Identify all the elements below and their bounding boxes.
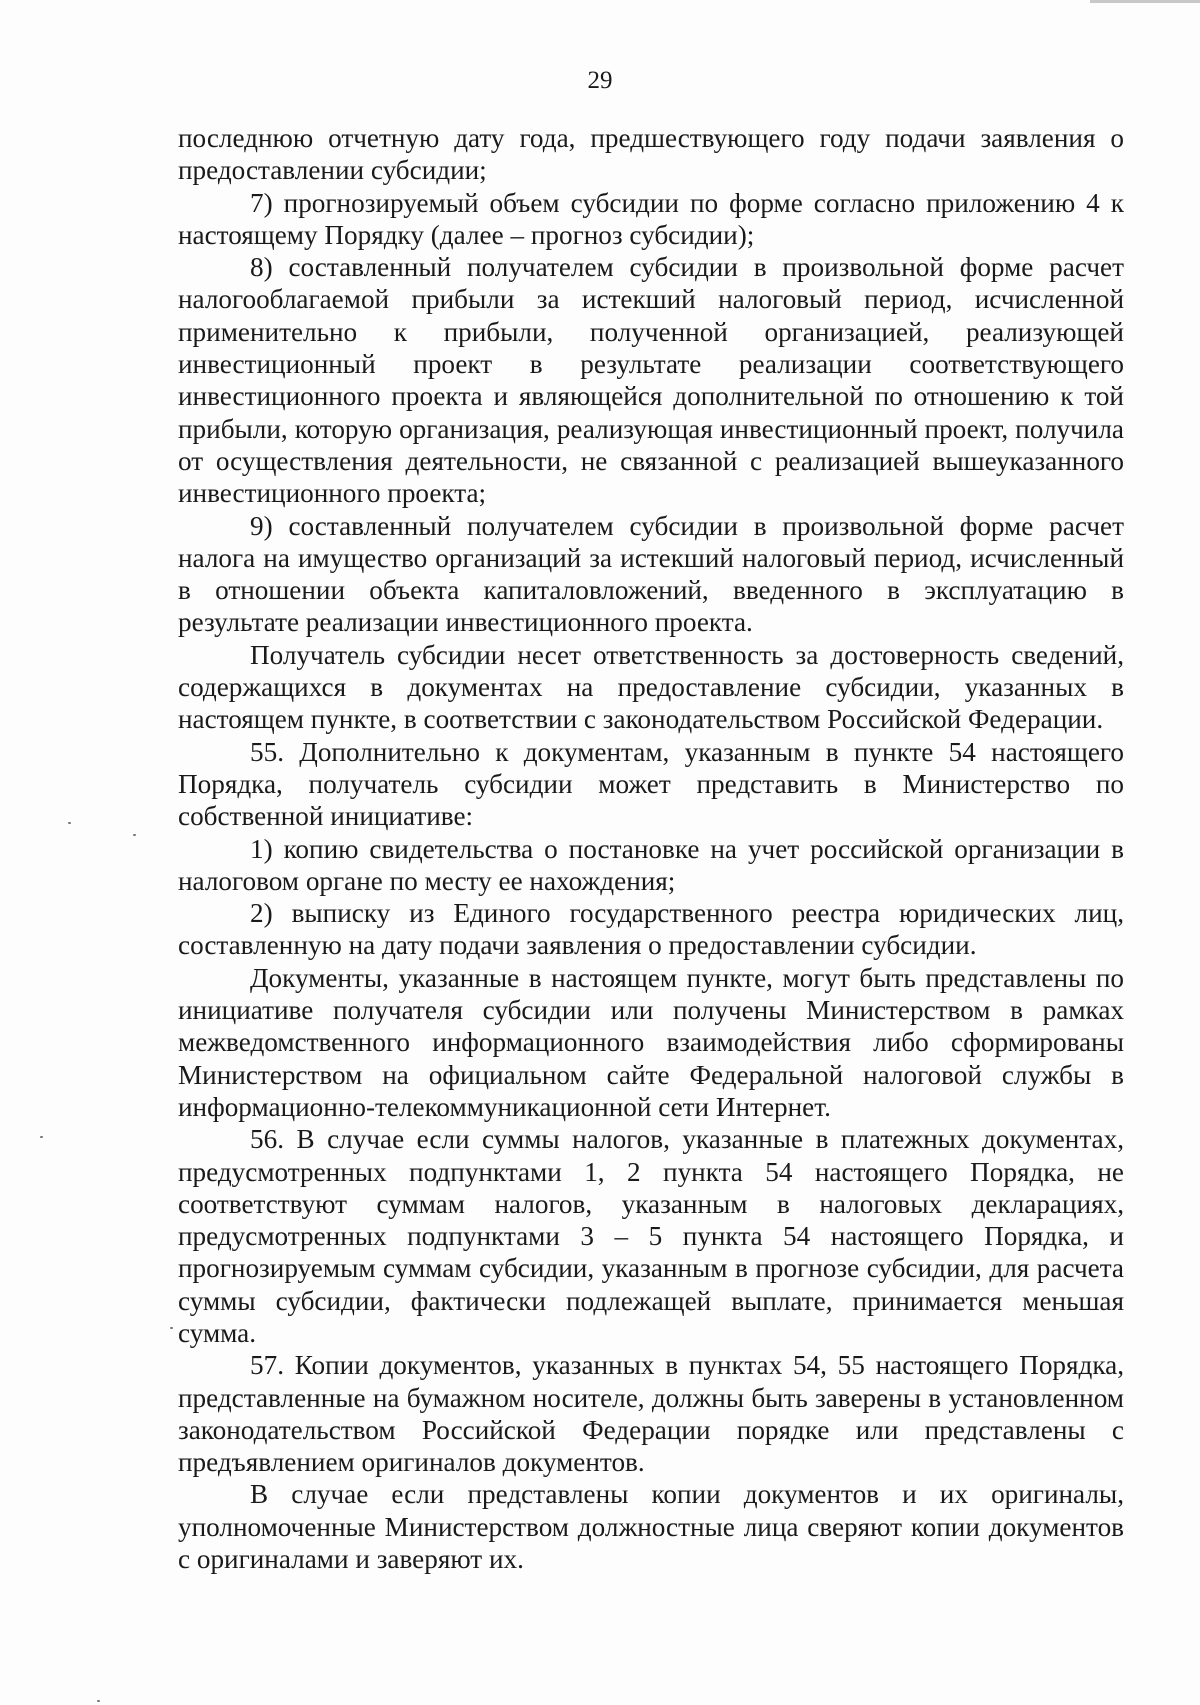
page-number: 29 [587, 67, 613, 94]
paragraph: 57. Копии документов, указанных в пунктах 54, 55 настоящего Порядка, представленные на бумажном носителе, должны быть заверены в установленном законодательством Российской Федерации порядке или представлены с предъявлением оригиналов документов. [178, 1350, 1124, 1478]
scan-speck [170, 1327, 173, 1329]
scan-speck [40, 1136, 43, 1138]
paragraph: последнюю отчетную дату года, предшествующего году подачи заявления о предоставлении субсидии; [178, 123, 1124, 186]
scan-edge-mark [1090, 0, 1200, 3]
paragraph: 1) копию свидетельства о постановке на учет российской организации в налоговом органе по месту ее нахождения; [178, 833, 1124, 896]
scan-speck [97, 1700, 100, 1702]
paragraph: 8) составленный получателем субсидии в произвольной форме расчет налогооблагаемой прибыли за истекший налоговый период, исчисленной применительно к прибыли, полученной организацией, реализующей инвестиционный проект в результате реализации соответствующего инвестиционного проекта и являющейся дополнительной по отношению к той прибыли, которую организация, реализующая инвестиционный проект, получила от осуществления деятельности, не связанной с реализацией вышеуказанного инвестиционного проекта; [178, 252, 1124, 509]
paragraph: 55. Дополнительно к документам, указанным в пункте 54 настоящего Порядка, получатель субсидии может представить в Министерство по собственной инициативе: [178, 736, 1124, 832]
paragraph: 7) прогнозируемый объем субсидии по форме согласно приложению 4 к настоящему Порядку (далее – прогноз субсидии); [178, 187, 1124, 250]
paragraph: 9) составленный получателем субсидии в произвольной форме расчет налога на имущество организаций за истекший налоговый период, исчисленный в отношении объекта капиталовложений, введенного в эксплуатацию в результате реализации инвестиционного проекта. [178, 510, 1124, 638]
paragraph: Получатель субсидии несет ответственность за достоверность сведений, содержащихся в документах на предоставление субсидии, указанных в настоящем пункте, в соответствии с законодательством Российской Федерации. [178, 639, 1124, 735]
body-text [178, 122, 1124, 1575]
paragraph: Документы, указанные в настоящем пункте, могут быть представлены по инициативе получателя субсидии или получены Министерством в рамках межведомственного информационного взаимодействия либо сформированы Министерством на официальном сайте Федеральной налоговой службы в информационно-телекоммуникационной сети Интернет. [178, 962, 1124, 1122]
scan-speck [68, 822, 71, 824]
scan-speck [133, 834, 136, 836]
paragraph: В случае если представлены копии документов и их оригиналы, уполномоченные Министерством должностные лица сверяют копии документов с оригиналами и заверяют их. [178, 1479, 1124, 1575]
paragraph: 2) выписку из Единого государственного реестра юридических лиц, составленную на дату подачи заявления о предоставлении субсидии. [178, 898, 1124, 961]
paragraph: 56. В случае если суммы налогов, указанные в платежных документах, предусмотренных подпунктами 1, 2 пункта 54 настоящего Порядка, не соответствуют суммам налогов, указанным в налоговых декларациях, предусмотренных подпунктами 3 – 5 пункта 54 настоящего Порядка, и прогнозируемым суммам субсидии, указанным в прогнозе субсидии, для расчета суммы субсидии, фактически подлежащей выплате, принимается меньшая сумма. [178, 1124, 1124, 1348]
